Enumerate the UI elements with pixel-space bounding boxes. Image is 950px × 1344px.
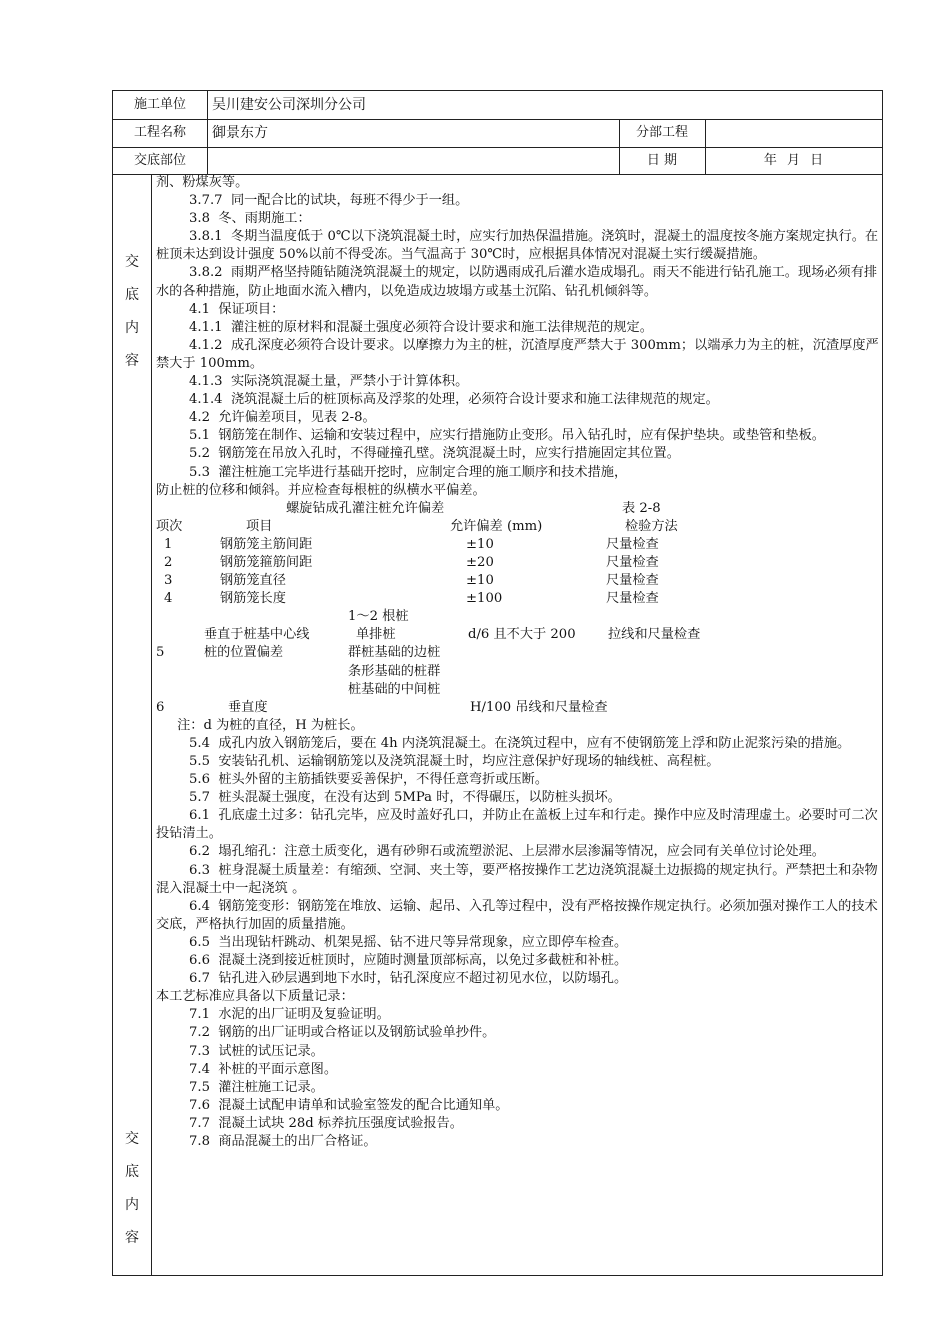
paragraph: 剂、粉煤灰等。 [156,175,249,190]
side-char: 底 [125,287,139,303]
paragraph: 5.7 桩头混凝土强度，在没有达到 5MPa 时，不得碾压，以防桩头损坏。 [189,790,621,806]
unit-value: 吴川建安公司深圳分公司 [212,97,366,113]
table-cell: 钢筋笼箍筋间距 [220,554,313,570]
cell: H/100 吊线和尺量检查 [470,699,608,715]
paragraph: 6.5 当出现钻杆跳动、机架晃摇、钻不进尺等异常现象，应立即停车检查。 [189,934,628,950]
table-cell: ±10 [466,536,494,552]
table-row [156,554,881,572]
table-cell: 尺量检查 [606,573,659,589]
paragraph: 4.1.4 浇筑混凝土后的桩顶标高及浮浆的处理，必须符合设计要求和施工法律规范的规定。 [189,392,719,408]
disclosure-form [112,90,883,1276]
table-cell: ±20 [466,554,494,570]
cell: 垂直于桩基中心线 [204,627,310,643]
paragraph: 7.8 商品混凝土的出厂合格证。 [189,1133,377,1149]
paragraph: 4.1.1 灌注桩的原材料和混凝土强度必须符合设计要求和施工法律规范的规定。 [189,319,653,335]
paragraph: 6.6 混凝土浇到接近桩顶时，应随时测量顶部标高，以免过多截桩和补桩。 [189,953,628,969]
paragraph: 6.1 孔底虚土过多：钻孔完毕，应及时盖好孔口，并防止在盖板上过车和行走。操作中应及时清理虚土。必要时可二次投钻清土。 [156,808,878,842]
paragraph: 5.1 钢筋笼在制作、运输和安装过程中，应实行措施防止变形。吊入钻孔时，应有保护垫块。或垫管和垫板。 [189,428,825,444]
paragraph: 3.8 冬、雨期施工： [189,211,311,227]
cell: 6 [156,699,165,715]
th-tol: 允许偏差 (mm) [450,518,543,534]
paragraph: 5.2 钢筋笼在吊放入孔时，不得碰撞孔壁。浇筑混凝土时，应实行措施固定其位置。 [189,446,680,462]
paragraph: 6.7 钻孔进入砂层遇到地下水时，钻孔深度应不超过初见水位，以防塌孔。 [189,971,628,987]
th-item: 项目 [246,518,273,534]
side-char: 内 [125,1197,139,1213]
content-body [156,174,881,1151]
cell: 条形基础的桩群 [348,663,441,679]
table-cell: ±10 [466,573,494,589]
th-no: 项次 [156,518,183,534]
table-row [156,699,881,717]
date-value: 年 月 日 [763,153,824,168]
cell: 桩基础的中间桩 [348,681,441,697]
table-number: 表 2-8 [622,500,661,516]
table-cell: 尺量检查 [606,536,659,552]
paragraph: 5.4 成孔内放入钢筋笼后，要在 4h 内浇筑混凝土。在浇筑过程中，应有不使钢筋笼上浮和防止泥浆污染的措施。 [189,735,851,751]
date-label: 日 期 [646,153,678,168]
project-label: 工程名称 [133,125,186,140]
paragraph: 4.1.2 成孔深度必须符合设计要求。以摩擦力为主的桩，沉渣厚度严禁大于 300mm；以端承力为主的桩，沉渣厚度严禁大于 100mm。 [156,337,879,371]
paragraph: 3.7.7 同一配合比的试块，每班不得少于一组。 [189,193,469,209]
paragraph: 5.3 灌注桩施工完毕进行基础开挖时，应制定合理的施工顺序和技术措施， [189,464,628,480]
table-cell: 钢筋笼长度 [220,591,286,607]
table-cell: 4 [164,591,173,607]
table-row [156,626,881,644]
paragraph: 7.1 水泥的出厂证明及复验证明。 [189,1007,390,1023]
location-label: 交底部位 [133,153,186,168]
table-cell: 1 [164,536,173,552]
paragraph: 4.1 保证项目： [189,301,285,317]
paragraph: 6.4 钢筋笼变形：钢筋笼在堆放、运输、起吊、入孔等过程中，没有严格按操作规定执行。必须加强对操作工人的技术交底，严格执行加固的质量措施。 [156,898,878,932]
table-row [156,608,881,626]
paragraph: 4.2 允许偏差项目，见表 2-8。 [189,410,376,426]
table-row [156,590,881,608]
table-cell: 2 [164,554,173,570]
side-char: 内 [125,320,139,336]
table-cell: 钢筋笼主筋间距 [220,536,313,552]
th-method: 检验方法 [625,518,678,534]
side-char: 交 [125,1131,139,1147]
side-char: 交 [125,254,139,270]
table-row [156,663,881,681]
cell: 桩的位置偏差 [204,645,284,661]
col-divider [207,91,208,174]
table-title: 螺旋钻成孔灌注桩允许偏差 [286,500,445,516]
table-cell: 钢筋笼直径 [220,573,286,589]
table-body [156,536,881,608]
paragraph: 7.3 试桩的试压记录。 [189,1043,324,1059]
table-cell: 3 [164,573,173,589]
side-label-bottom [113,1123,151,1255]
paragraph: 注：d 为桩的直径，H 为桩长。 [177,717,364,733]
paragraph: 防止桩的位移和倾斜。并应检查每根桩的纵横水平偏差。 [156,482,486,498]
paragraph: 本工艺标准应具备以下质量记录： [156,989,354,1005]
side-char: 底 [125,1164,139,1180]
side-char: 容 [125,353,139,369]
paragraph: 7.2 钢筋的出厂证明或合格证以及钢筋试验单抄件。 [189,1025,496,1041]
cell: d/6 且不大于 200 [468,627,576,643]
paragraph: 4.1.3 实际浇筑混凝土量，严禁小于计算体积。 [189,374,469,390]
table-row [156,536,881,554]
paragraph-group-2 [156,717,881,1151]
paragraph: 6.2 塌孔缩孔：注意土质变化，遇有砂卵石或流塑淤泥、上层滞水层渗漏等情况，应会同有关单位讨论处理。 [189,844,825,860]
paragraph: 6.3 桩身混凝土质量差：有缩颈、空洞、夹土等，要严格按操作工艺边浇筑混凝土边振捣的规定执行。严禁把土和杂物混入混凝土中一起浇筑 。 [156,862,878,896]
paragraph: 7.7 混凝土试块 28d 标养抗压强度试验报告。 [189,1115,463,1131]
col-divider [151,174,152,1275]
project-value: 御景东方 [212,125,268,141]
table-caption [156,500,881,518]
paragraph: 5.5 安装钻孔机、运输钢筋笼以及浇筑混凝土时，均应注意保护好现场的轴线桩、高程桩。 [189,754,720,769]
cell: 拉线和尺量检查 [608,627,701,643]
paragraph: 7.6 混凝土试配申请单和试验室签发的配合比通知单。 [189,1097,509,1113]
side-label-top [113,246,151,378]
subproject-label: 分部工程 [635,125,688,140]
cell: 单排桩 [356,627,396,643]
paragraph: 3.8.2 雨期严格坚持随钻随浇筑混凝土的规定，以防遇雨成孔后灌水造成塌孔。雨天不能进行钻孔施工。现场必须有排水的各种措施，防止地面水流入槽内，以免造成边坡塌方或基土沉陷、钻孔机倾斜等。 [156,265,878,299]
unit-label: 施工单位 [133,97,186,112]
table-row [156,681,881,699]
paragraph-group-1 [156,174,881,500]
table-cell: 尺量检查 [606,591,659,607]
table-cell: 尺量检查 [606,554,659,570]
paragraph: 7.4 补桩的平面示意图。 [189,1061,338,1077]
cell: 群桩基础的边桩 [348,645,441,661]
cell: 5 [156,645,165,661]
side-char: 容 [125,1230,139,1246]
table-cell: ±100 [466,591,503,607]
table-row [156,572,881,590]
paragraph: 7.5 灌注桩施工记录。 [189,1079,324,1095]
cell: 1～2 根桩 [348,609,409,625]
cell: 垂直度 [228,699,268,715]
paragraph: 3.8.1 冬期当温度低于 0℃以下浇筑混凝土时，应实行加热保温措施。浇筑时，混凝土的温度按冬施方案规定执行。在桩顶未达到设计强度 50%以前不得受冻。当气温高于 30℃时，应根据具体情况对混凝土实行缓凝措施。 [156,229,879,263]
table-header-row [156,518,881,536]
table-row [156,644,881,662]
paragraph: 5.6 桩头外留的主筋插铁要妥善保护，不得任意弯折或压断。 [189,772,549,788]
